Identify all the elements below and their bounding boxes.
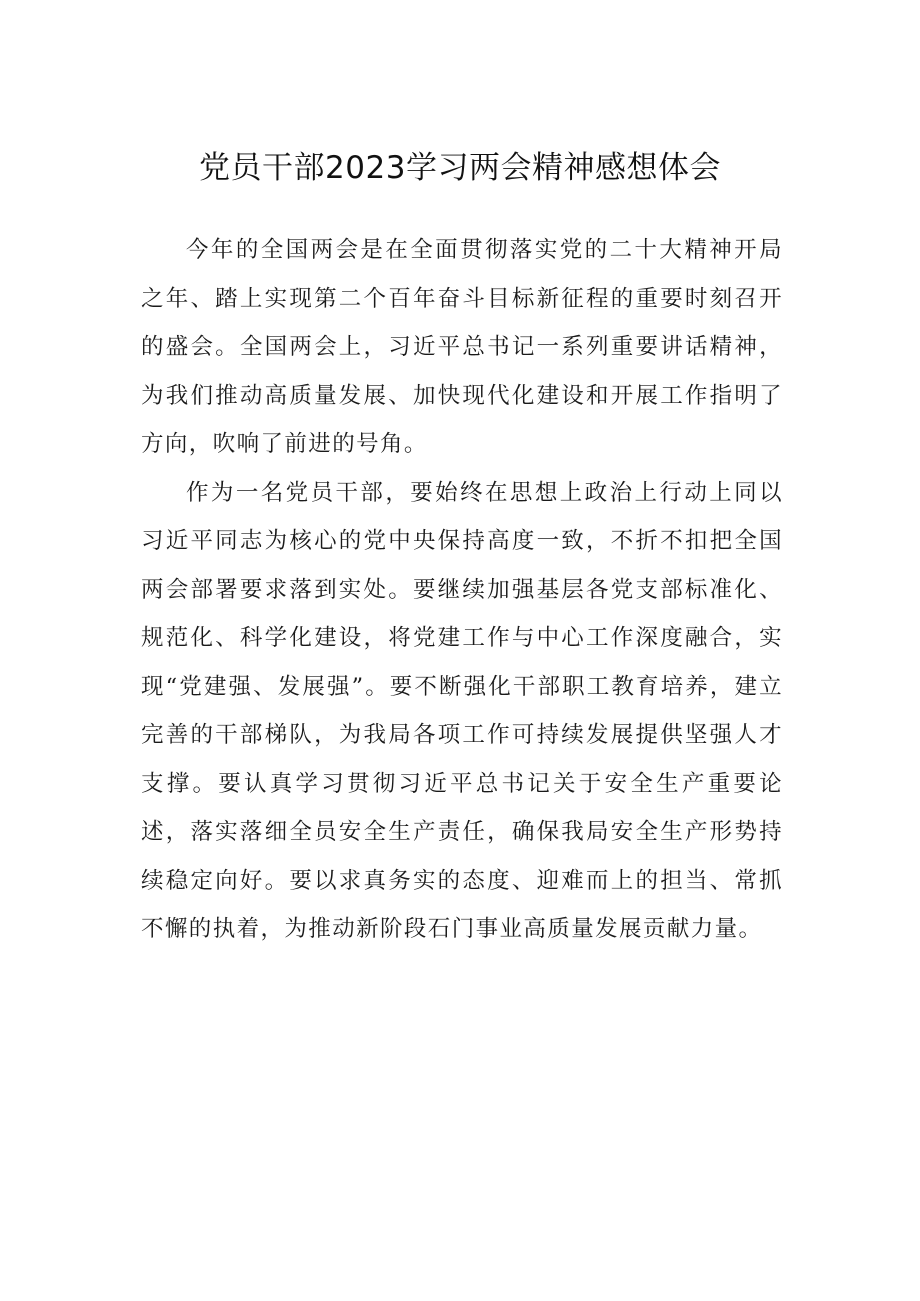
paragraph-2: 作为一名党员干部，要始终在思想上政治上行动上同以习近平同志为核心的党中央保持高度一致，不折不扣把全国两会部署要求落到实处。要继续加强基层各党支部标准化、规范化、科学化建设，将党建工作与中心工作深度融合，实现“党建强、发展强”。要不断强化干部职工教育培养，建立完善的干部梯队，为我局各项工作可持续发展提供坚强人才支撑。要认真学习贯彻习近平总书记关于安全生产重要论述，落实落细全员安全生产责任，确保我局安全生产形势持续稳定向好。要以求真务实的态度、迎难而上的担当、常抓不懈的执着，为推动新阶段石门事业高质量发展贡献力量。 xyxy=(141,479,783,942)
document-title: 党员干部2023学习两会精神感想体会 xyxy=(199,150,721,186)
document-body xyxy=(141,226,783,954)
paragraph-1: 今年的全国两会是在全面贯彻落实党的二十大精神开局之年、踏上实现第二个百年奋斗目标新征程的重要时刻召开的盛会。全国两会上，习近平总书记一系列重要讲话精神，为我们推动高质量发展、加快现代化建设和开展工作指明了方向，吹响了前进的号角。 xyxy=(141,237,783,457)
